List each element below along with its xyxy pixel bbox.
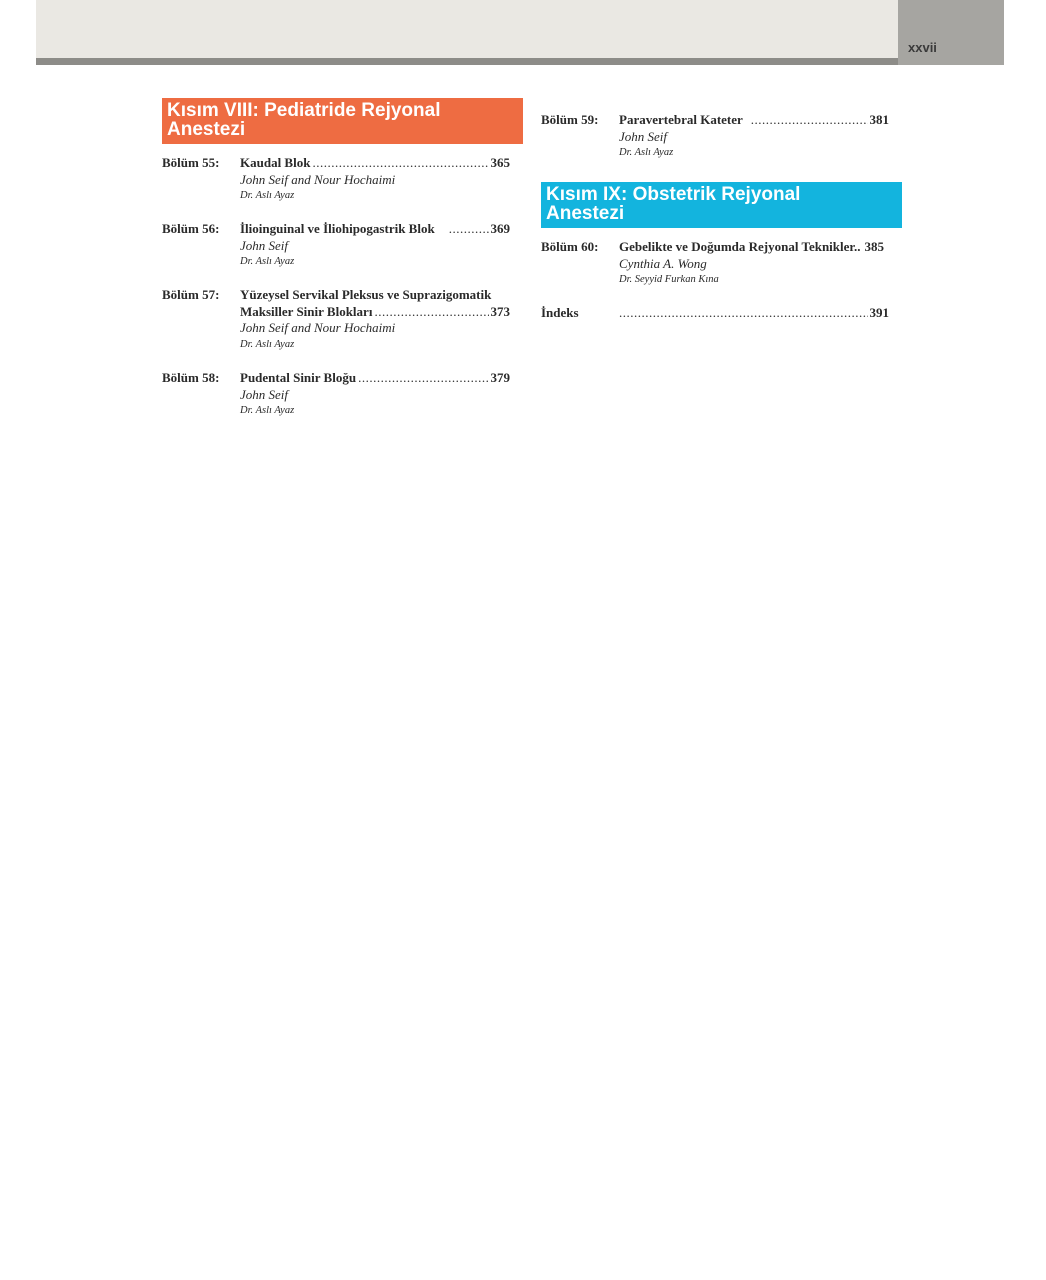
chapter-author: John Seif [619,128,668,144]
chapter-translator: Dr. Seyyid Furkan Kına [619,274,719,285]
dot-leader [619,305,868,322]
dot-leader [312,155,488,172]
part-ix-title-line1: Kısım IX: Obstetrik Rejyonal [546,184,801,205]
chapter-translator: Dr. Aslı Ayaz [240,256,295,267]
dot-leader [751,112,868,129]
chapter-label: Bölüm 57: [162,287,220,302]
chapter-translator: Dr. Aslı Ayaz [240,338,295,350]
chapter-author: John Seif [240,386,289,402]
dot-leader [358,370,488,387]
chapter-label: Bölüm 55: [162,155,220,170]
chapter-title[interactable]: Gebelikte ve Doğumda Rejyonal Teknikler.. [619,239,861,254]
chapter-author: John Seif and Nour Hochaimi [240,171,396,187]
chapter-author: John Seif [240,237,289,253]
header-rule [36,58,1004,65]
part-viii-banner [162,98,523,144]
header-band [36,0,898,58]
chapter-label: Bölüm 58: [162,370,220,385]
chapter-label: Bölüm 60: [541,239,599,254]
dot-leader [374,304,488,321]
part-ix-title-line2: Anestezi [546,203,625,224]
chapter-page: 373 [490,303,510,319]
chapter-page: 369 [490,221,510,236]
chapter-title[interactable]: Maksiller Sinir Blokları [240,303,373,319]
chapter-label: Bölüm 59: [541,112,599,127]
part-viii-title-line1: Kısım VIII: Pediatride Rejyonal [167,100,441,121]
chapter-title[interactable]: İlioinguinal ve İliohipogastrik Blok [240,221,435,236]
chapter-page: 385 [864,239,884,254]
chapter-label: Bölüm 56: [162,221,220,236]
index-page: 391 [869,305,889,320]
chapter-page: 365 [490,155,510,170]
dot-leader [449,221,489,238]
chapter-page: 379 [490,370,510,385]
chapter-title-line1[interactable]: Yüzeysel Servikal Pleksus ve Suprazigomatik [240,287,492,302]
chapter-author: John Seif and Nour Hochaimi [240,320,396,335]
part-ix-banner [541,182,902,228]
part-viii-title-line2: Anestezi [167,119,246,140]
chapter-translator: Dr. Aslı Ayaz [240,190,295,201]
chapter-translator: Dr. Aslı Ayaz [619,147,674,158]
chapter-title[interactable]: Paravertebral Kateter [619,112,743,127]
page-number: xxvii [908,40,937,55]
chapter-author: Cynthia A. Wong [619,255,707,271]
chapter-translator: Dr. Aslı Ayaz [240,405,295,416]
page-number-tab [898,0,1004,65]
index-label[interactable]: İndeks [541,305,579,320]
chapter-page: 381 [869,112,889,127]
chapter-title[interactable]: Pudental Sinir Bloğu [240,370,357,385]
chapter-title[interactable]: Kaudal Blok [240,155,311,170]
